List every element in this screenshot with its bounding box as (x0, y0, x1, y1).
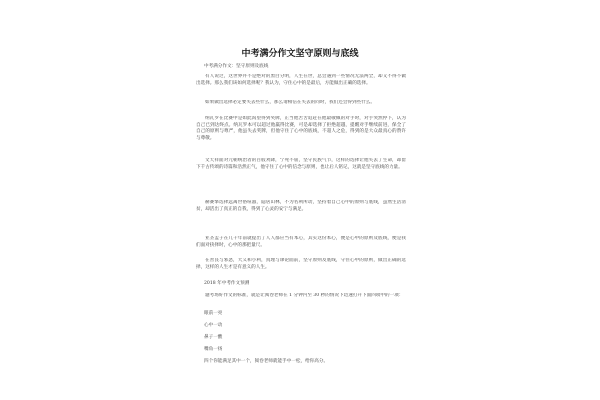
list-item: 心中一动 (204, 323, 223, 328)
subtitle: 中考满分作文：坚守原则及底线 (204, 64, 269, 69)
document-page (186, 30, 414, 370)
paragraph-3: 纳瓦罗在比赛中是如此渴望得到奖牌，正当他苦苦追赶在他最敬佩的对手时，对手突然停下，认为自己已到达终点。纳瓦罗本可以超过他赢得比赛，可是却选择了拒绝超越，提醒对手继续前进，保全了自己的原则与尊严，他虽失去奖牌，但他守住了心中的底线，不超人之危，得到的是大众最真心的赞许与尊敬。 (196, 116, 406, 141)
paragraph-7: 在善良与邪恶，大义和小利，真理与谬论面前，坚守原则及底线，守住心中的原则，做出正确的选择，这样的人生才是有意义的人生。 (196, 258, 406, 270)
list-item: 鼻子一酸 (204, 335, 223, 340)
section-title: 2018 年中考作文预测 (204, 281, 250, 286)
paragraph-5: 赫赛擎选择远离世俗喧嚣，隐居山林，不为名利所动，坚持着自己心中的原则与底线，虽然生活清贫，却活出了真正的自我，得到了心灵的安宁与满足。 (196, 200, 406, 212)
closing-text: 四个你能满足其中一个，阅卷老师就能手中一松，给你高分。 (204, 359, 329, 364)
paragraph-1: 有人说过，这世界并不是绝对的黑白分明，人生在世，总会遇到一些情况无法两全，却又不得不做出选择。那么我们该如何选择呢？我认为，守住心中的是最后，方能做出正确的选择。 (196, 74, 406, 86)
page-title: 中考满分作文坚守原则与底线 (241, 49, 359, 59)
paragraph-6: 亚圣孟子在几千年前就提出了人人都应当有本心，其实这份本心，便是心中的原则及底线，便是我们面对抉择时，心中的那把量尺。 (196, 236, 406, 248)
paragraph-2: 如果做出选择必定要失去些什么，那么请相信在失去的同时，我们还会得到些什么。 (205, 100, 375, 105)
list-item: 眼前一亮 (204, 311, 223, 316)
section-intro: 题考场好作文的标准，就是让阅卷老师在 1 分钟内至 30 秒的情况下迅速打开下面四项中的一项： (205, 293, 404, 298)
list-item: 嘴角一扬 (204, 347, 223, 352)
paragraph-4: 文天祥面对元朝统治者的百般劝降，宁死不屈，坚守民族气节，这样的选择让他失去了生命，却留下千古传颂的诗篇和浩然正气，他守住了心中的信念与原则，也让后人铭记，这就是坚守底线的力量。 (196, 158, 406, 170)
